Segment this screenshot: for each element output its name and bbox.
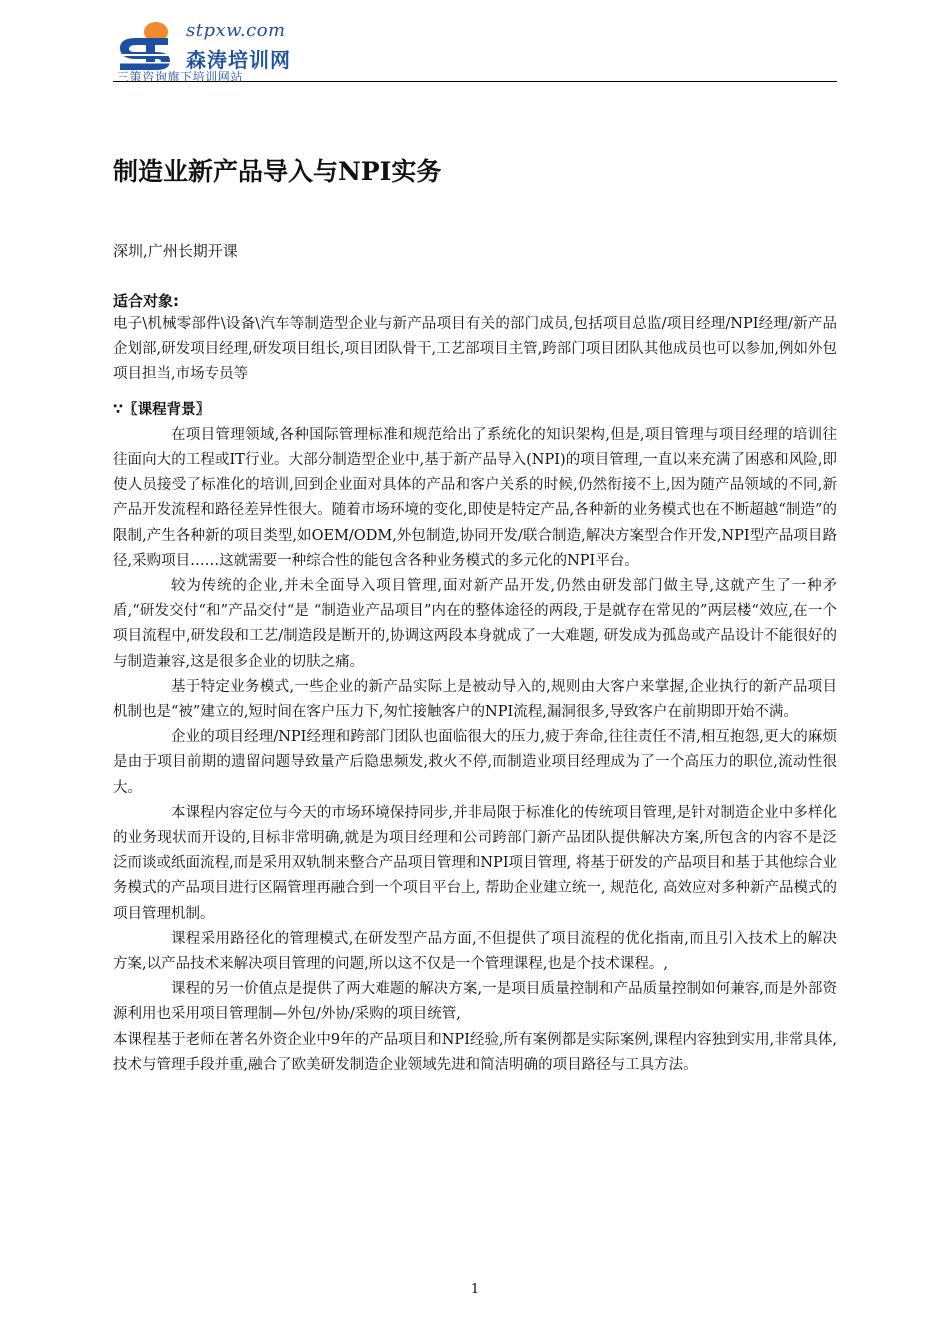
site-header [113, 14, 837, 84]
header-divider [113, 81, 837, 82]
audience-text: 电子\机械零部件\设备\汽车等制造型企业与新产品项目有关的部门成员,包括项目总监/项目经理/NPI经理/新产品企划部,研发项目经理,研发项目组长,项目团队骨干,工艺部项目主管,跨部门项目团队其他成员也可以参加,例如外包项目担当,市场专员等 [113, 316, 837, 383]
page-number: 1 [470, 1282, 480, 1297]
site-name: 森涛培训网 [186, 48, 291, 72]
paragraph-5: 本课程内容定位与今天的市场环境保持同步,并非局限于标准化的传统项目管理,是针对制造企业中多样化的业务现状而开设的,目标非常明确,就是为项目经理和公司跨部门新产品团队提供解决方案,所包含的内容不是泛泛而谈或纸面流程,而是采用双轨制来整合产品项目管理和NPI项目管理, 将基于研发的产品项目和基于其他综合业务模式的产品项目进行区隔管理再融合到一个项目平台上, 帮助企业建立统一, 规范化, 高效应对多种新产品模式的项目管理机制。 [113, 804, 837, 922]
document-body [113, 312, 837, 1078]
course-location: 深圳,广州长期开课 [113, 242, 238, 260]
logo-icon [116, 18, 178, 74]
paragraph-3: 基于特定业务模式,一些企业的新产品实际上是被动导入的,规则由大客户来掌握,企业执行的新产品项目机制也是“被”建立的,短时间在客户压力下,匆忙接触客户的NPI流程,漏洞很多,导致客户在前期即开始不满。 [113, 678, 837, 721]
closing-paragraph: 本课程基于老师在著名外资企业中9年的产品项目和NPI经验,所有案例都是实际案例,课程内容独到实用,非常具体,技术与管理手段并重,融合了欧美研发制造企业领域先进和简洁明确的项目路径与工具方法。 [113, 1031, 837, 1073]
section-heading: ∵〖课程背景〗 [113, 401, 211, 418]
document-title: 制造业新产品导入与NPI实务 [113, 157, 442, 186]
site-url[interactable]: stpxw.com [186, 20, 286, 41]
paragraph-1: 在项目管理领域,各种国际管理标准和规范给出了系统化的知识架构,但是,项目管理与项目经理的培训往往面向大的工程或IT行业。大部分制造型企业中,基于新产品导入(NPI)的项目管理,一直以来充满了困惑和风险,即使人员接受了标准化的培训,回到企业面对具体的产品和客户关系的时候,仍然衔接不上,因为随产品领域的不同,新产品开发流程和路径差异性很大。随着市场环境的变化,即使是特定产品,各种新的业务模式也在不断超越“制造”的限制,产生各种新的项目类型,如OEM/ODM,外包制造,协同开发/联合制造,解决方案型合作开发,NPI型产品项目路径,采购项目……这就需要一种综合性的能包含各种业务模式的多元化的NPI平台。 [113, 426, 837, 569]
paragraph-2: 较为传统的企业,并未全面导入项目管理,面对新产品开发,仍然由研发部门做主导,这就产生了一种矛盾,“研发交付“和”产品交付“是 “制造业产品项目”内在的整体途径的两段,于是就存在常见的”两层楼“效应,在一个项目流程中,研发段和工艺/制造段是断开的,协调这两段本身就成了一大难题, 研发成为孤岛或产品设计不能很好的与制造兼容,这是很多企业的切肤之痛。 [113, 578, 837, 670]
paragraph-4: 企业的项目经理/NPI经理和跨部门团队也面临很大的压力,疲于奔命,往往责任不清,相互抱怨,更大的麻烦是由于项目前期的遗留问题导致量产后隐患频发,救火不停,而制造业项目经理成为了一个高压力的职位,流动性很大。 [113, 729, 837, 796]
paragraph-7: 课程的另一价值点是提供了两大难题的解决方案,一是项目质量控制和产品质量控制如何兼容,而是外部资源利用也采用项目管理制—外包/外协/采购的项目统管, [113, 981, 837, 1023]
site-subtitle: 三策咨询旗下培训网站 [117, 70, 244, 84]
paragraph-6: 课程采用路径化的管理模式,在研发型产品方面,不但提供了项目流程的优化指南,而且引入技术上的解决方案,以产品技术来解决项目管理的问题,所以这不仅是一个管理课程,也是个技术课程。, [113, 930, 837, 973]
audience-label: 适合对象: [113, 292, 179, 310]
